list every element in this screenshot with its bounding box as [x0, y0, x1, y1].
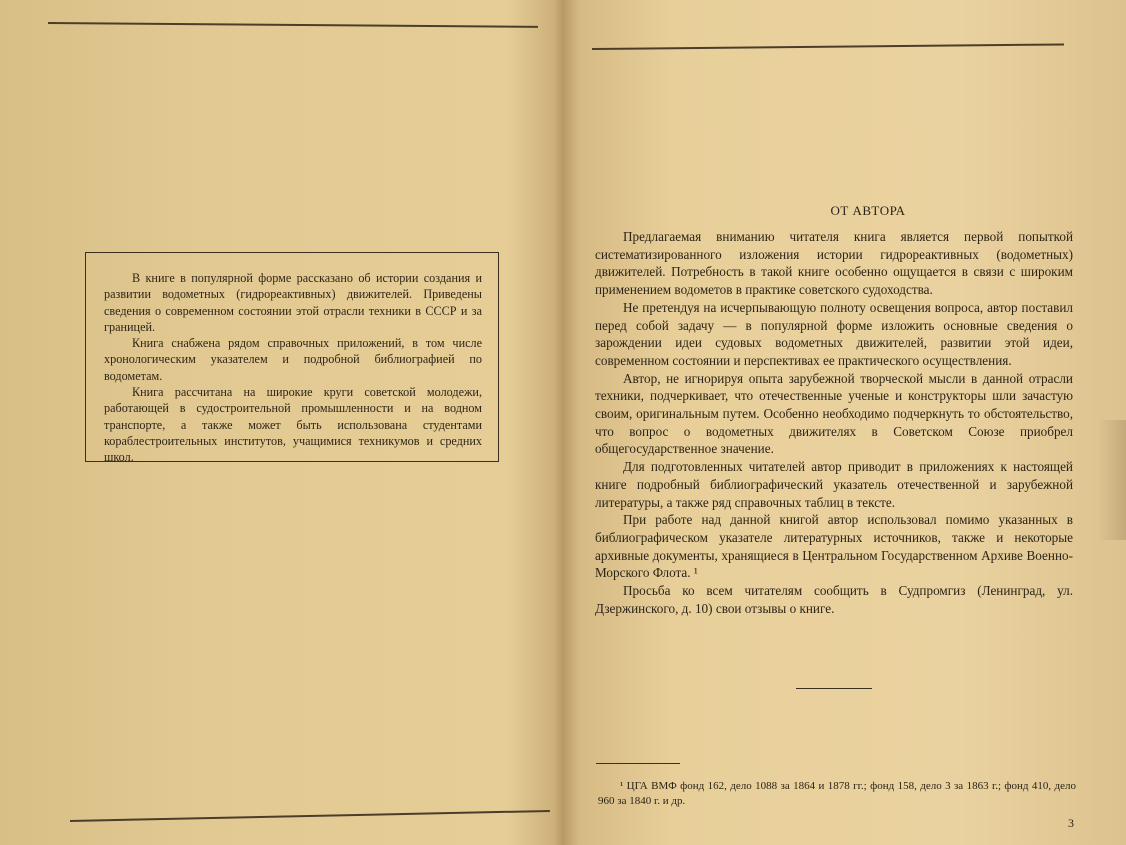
preface-paragraph: Автор, не игнорируя опыта зарубежной творческой мысли в данной отрасли техники, подчеркивает, что отечественные ученые и конструкторы шли зачастую своим, оригинальным путем. Особенно необходимо подчеркнуть то обстоятельство, что вопрос о водометных движителях в Советском Союзе приобрел общегосударственное значение.: [595, 370, 1073, 457]
preface-paragraph: Предлагаемая вниманию читателя книга является первой попыткой систематизированного изложения истории гидрореактивных (водометных) движителей. Потребность в такой книге особенно ощущается в связи с широким применением водометов в практике советского судоходства.: [595, 229, 1073, 298]
bleed-through-text: [124, 181, 446, 239]
page-number: 3: [1068, 816, 1074, 830]
preface-paragraph: Для подготовленных читателей автор приводит в приложениях к настоящей книге подробный библиографический указатель отечественной и зарубежной литературы, а также ряд справочных таблиц в тексте.: [595, 459, 1073, 510]
annotation-paragraph: Книга снабжена рядом справочных приложений, в том числе хронологическим указателем и подробной библиографией по водометам.: [104, 336, 482, 383]
annotation-box: [85, 252, 499, 465]
top-rule-right: [592, 43, 1064, 50]
right-page: [560, 0, 1126, 845]
left-page: [0, 0, 556, 845]
footnote-rule: [596, 763, 680, 764]
section-end-rule: [796, 688, 872, 689]
bottom-rule-left: [70, 810, 550, 822]
preface-paragraph: Не претендуя на исчерпывающую полноту освещения вопроса, автор поставил перед собой задачу — в популярной форме изложить основные сведения о зарождении идеи судовых водометных движителей, развитии этой идеи, современном состоянии и перспективах ее практического осуществления.: [595, 299, 1073, 368]
preface-title: ОТ АВТОРА: [830, 203, 906, 218]
footnote: ¹ ЦГА ВМФ фонд 162, дело 1088 за 1864 и 1878 гг.; фонд 158, дело 3 за 1863 г.; фонд 410, дело 960 за 1840 г. и др.: [598, 780, 1076, 807]
preface-paragraph: Просьба ко всем читателям сообщить в Судпромгиз (Ленинград, ул. Дзержинского, д. 10) свои отзывы о книге.: [595, 583, 1073, 616]
annotation-paragraph: Книга рассчитана на широкие круги советской молодежи, работающей в судостроительной промышленности и на водном транспорте, а также может быть использована студентами кораблестроительных институтов, учащимися техникумов и средних школ.: [104, 385, 482, 465]
annotation-paragraph: В книге в популярной форме рассказано об истории создания и развитии водометных (гидрореактивных) движителей. Приведены сведения о современном состоянии этой отрасли техники в СССР и за границей.: [104, 271, 482, 334]
top-rule-left: [48, 22, 538, 28]
preface-body: [595, 228, 1073, 617]
page-edge-shadow: [1098, 420, 1126, 540]
preface-paragraph: При работе над данной книгой автор использовал помимо указанных в библиографическом указателе литературных источников, также и некоторые архивные документы, хранящиеся в Центральном Государственном Архиве Военно-Морского Флота. ¹: [595, 512, 1073, 581]
